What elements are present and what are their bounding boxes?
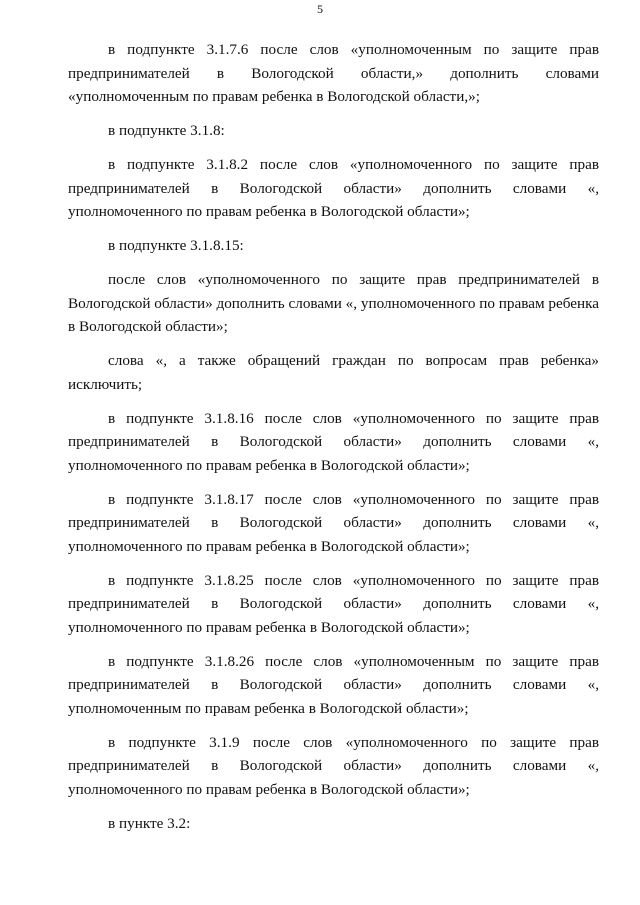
paragraph-exclude-words: слова «, а также обращений граждан по вопросам прав ребенка» исключить;	[68, 352, 599, 393]
paragraph-3-1-9: в подпункте 3.1.9 после слов «уполномоченного по защите прав предпринимателей в Вологодской области» дополнить словами «, уполномоченного по правам ребенка в Вологодской области»;	[68, 733, 599, 798]
paragraph-3-1-8-26: в подпункте 3.1.8.26 после слов «уполномоченным по защите прав предпринимателей в Вологодской области» дополнить словами «, уполномоченным по правам ребенка в Вологодской области»;	[68, 652, 599, 717]
paragraph-3-1-8-17: в подпункте 3.1.8.17 после слов «уполномоченного по защите прав предпринимателей в Вологодской области» дополнить словами «, уполномоченного по правам ребенка в Вологодской области»;	[68, 490, 599, 555]
paragraph-3-1-8-2: в подпункте 3.1.8.2 после слов «уполномоченного по защите прав предпринимателей в Вологодской области» дополнить словами «, уполномоченного по правам ребенка в Вологодской области»;	[68, 156, 599, 220]
paragraph-3-1-8: в подпункте 3.1.8:	[108, 122, 225, 139]
page-number: 5	[317, 2, 323, 16]
paragraph-3-2: в пункте 3.2:	[108, 814, 191, 832]
paragraph-3-1-8-25: в подпункте 3.1.8.25 после слов «уполномоченного по защите прав предпринимателей в Вологодской области» дополнить словами «, уполномоченного по правам ребенка в Вологодской области»;	[68, 571, 599, 636]
paragraph-3-1-8-15: в подпункте 3.1.8.15:	[108, 237, 244, 254]
paragraph-3-1-8-16: в подпункте 3.1.8.16 после слов «уполномоченного по защите прав предпринимателей в Вологодской области» дополнить словами «, уполномоченного по правам ребенка в Вологодской области»;	[68, 409, 599, 474]
document-body	[68, 38, 599, 846]
paragraph-3-1-7-6: в подпункте 3.1.7.6 после слов «уполномоченным по защите прав предпринимателей в Вологодской области,» дополнить словами «уполномоченным по правам ребенка в Вологодской области,»;	[68, 41, 599, 105]
paragraph-after-words: после слов «уполномоченного по защите прав предпринимателей в Вологодской области» дополнить словами «, уполномоченного по правам ребенка в Вологодской области»;	[68, 271, 599, 335]
